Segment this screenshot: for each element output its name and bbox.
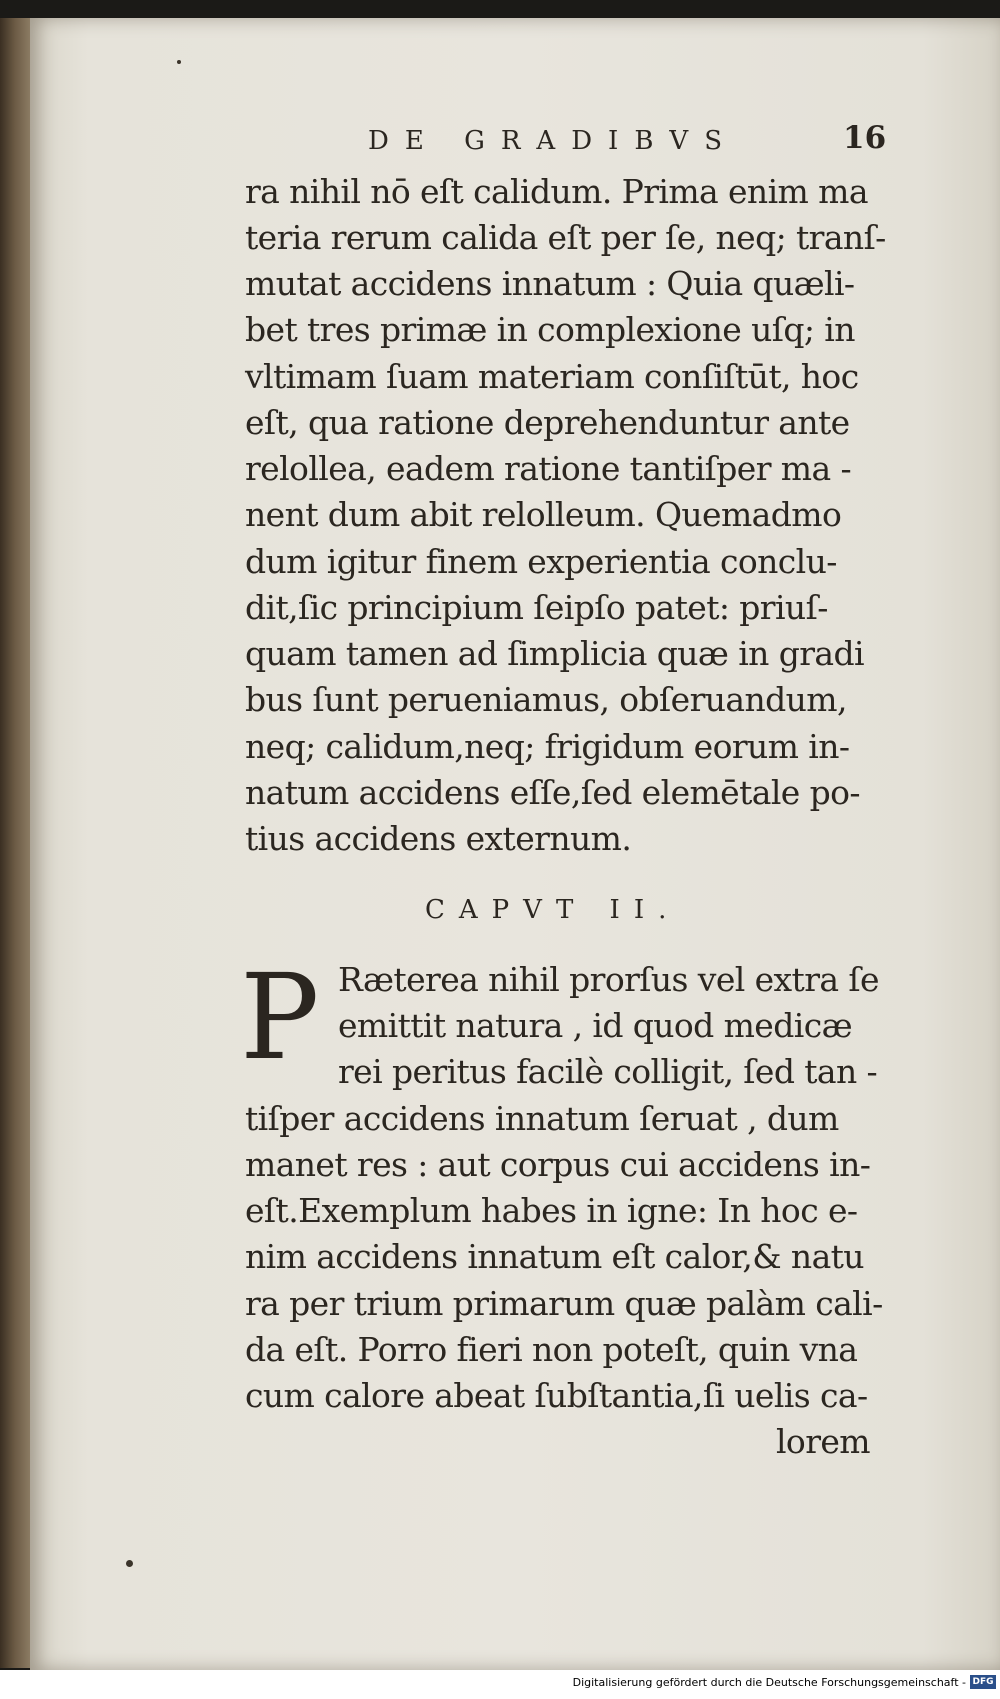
text-line: dum igitur finem experientia conclu- (245, 542, 837, 581)
text-line: emittit natura , id quod medicæ (338, 1006, 852, 1045)
dfg-logo: DFG (970, 1675, 996, 1689)
text-line: relollea, eadem ratione tantiſper ma - (245, 449, 852, 488)
text-line: neq; calidum,neq; frigidum eorum in- (245, 727, 850, 766)
text-line: dit,ſic principium ſeipſo patet: priuſ- (245, 588, 828, 627)
text-line: tiſper accidens innatum ſeruat , dum (245, 1099, 839, 1138)
text-line: eſt, qua ratione deprehenduntur ante (245, 403, 850, 442)
text-line: Ræterea nihil prorſus vel extra ſe (338, 960, 879, 999)
running-head: DE GRADIBVS (368, 126, 739, 156)
text-line: natum accidens eſſe,ſed elemētale po- (245, 773, 860, 812)
text-line: da eſt. Porro fieri non poteſt, quin vna (245, 1330, 858, 1369)
text-line: tius accidens externum. (245, 819, 632, 858)
page-number: 16 (843, 120, 887, 156)
text-line: vltimam ſuam materiam conſiſtūt, hoc (245, 357, 859, 396)
text-line: manet res : aut corpus cui accidens in- (245, 1145, 871, 1184)
text-line: nim accidens innatum eſt calor,& natu (245, 1237, 864, 1276)
text-line: teria rerum calida eſt per ſe, neq; tranſ- (245, 218, 886, 257)
text-line: mutat accidens innatum : Quia quæli- (245, 264, 855, 303)
text-line: ra nihil nō eſt calidum. Prima enim ma (245, 172, 868, 211)
text-line: quam tamen ad ſimplicia quæ in gradi (245, 634, 864, 673)
text-line: eſt.Exemplum habes in igne: In hoc e- (245, 1191, 858, 1230)
text-line: rei peritus facilè colligit, ſed tan - (338, 1052, 878, 1091)
text-line: ra per trium primarum quæ palàm cali- (245, 1284, 883, 1323)
text-line: bet tres primæ in complexione uſq; in (245, 310, 855, 349)
footer-credit: Digitalisierung gefördert durch die Deutsche Forschungsgemeinschaft - (572, 1676, 966, 1689)
text-line: cum calore abeat ſubſtantia,ſi uelis ca- (245, 1376, 868, 1415)
drop-cap-initial: P (240, 948, 320, 1086)
text-line: bus ſunt perueniamus, obſeruandum, (245, 680, 847, 719)
text-line: nent dum abit relolleum. Quemadmo (245, 495, 842, 534)
chapter-heading: CAPVT II. (425, 895, 681, 925)
catchword: lorem (775, 1422, 870, 1461)
